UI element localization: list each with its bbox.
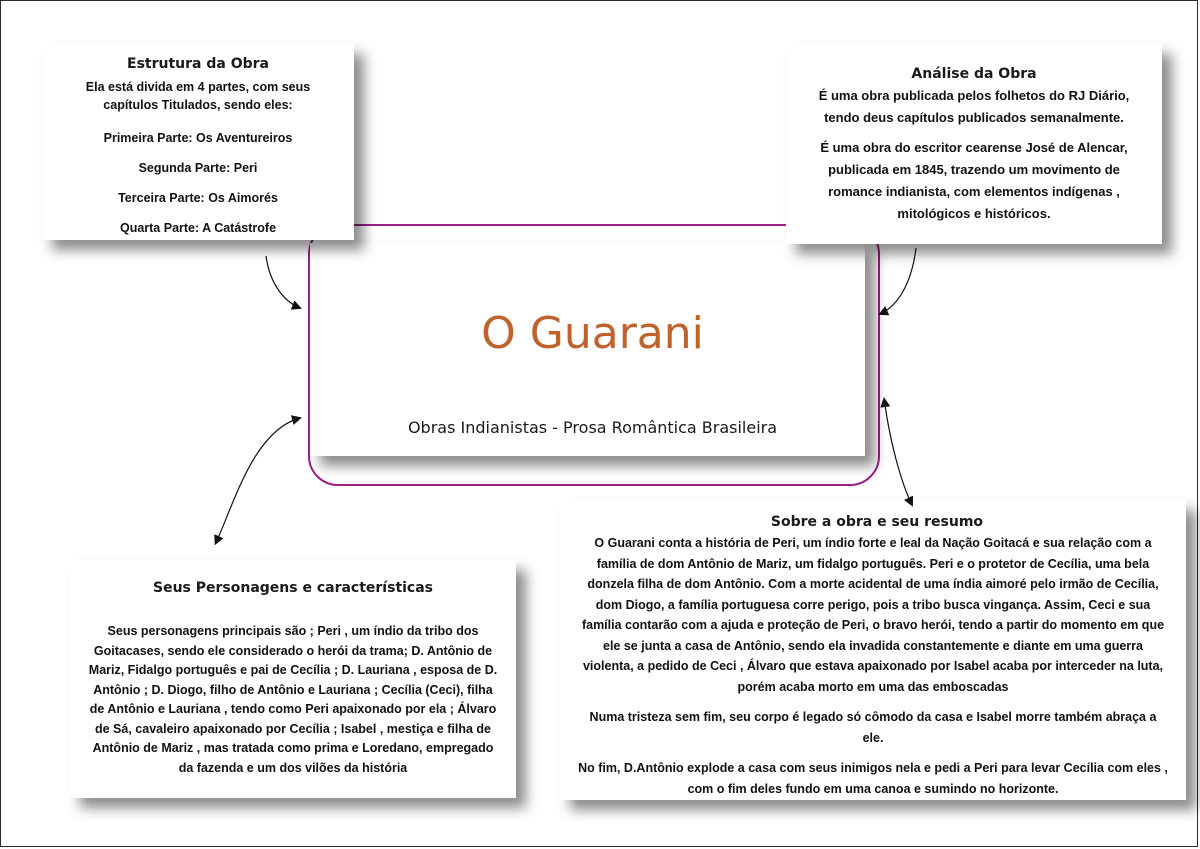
resumo-paragraph: No fim, D.Antônio explode a casa com seus inimigos nela e pedi a Peri para levar Cecília com eles , com o fim deles fundo em uma canoa e sumindo no horizonte. (578, 761, 1168, 796)
estrutura-title: Estrutura da Obra (127, 56, 269, 72)
personagens-text: Seus personagens principais são ; Peri , um índio da tribo dos Goitacases, sendo ele considerado o herói da trama; D. Antônio de Mariz, Fidalgo português e pai de Cecília ; D. Lauriana , esposa de D. Antônio ; D. Diogo, filho de Antônio e Lauriana ; Cecília (Ceci), filha de Antônio e Lauriana , tendo como Peri apaixonado por ela ; Álvaro de Sá, cavaleiro apaixonado por Cecília ; Isabel , mestiça e filha de Antônio de Mariz , mas tratada como prima e Loredano, empregado da fazenda e um dos vilões da história (88, 624, 498, 775)
resumo-paragraph: Numa tristeza sem fim, seu corpo é legado só cômodo da casa e Isabel morre também abraça a ele. (589, 710, 1157, 745)
analise-paragraph: É uma obra do escritor cearense José de Alencar, publicada em 1845, trazendo um movimento de romance indianista, com elementos indígenas , mitológicos e históricos. (820, 140, 1128, 221)
central-title: O Guarani (481, 308, 704, 359)
estrutura-part: Terceira Parte: Os Aimorés (118, 191, 278, 205)
arrow-personagens (218, 418, 300, 538)
arrow-estrutura (266, 256, 300, 308)
analise-paragraph: É uma obra publicada pelos folhetos do RJ Diário, tendo deus capítulos publicados semanalmente. (818, 88, 1130, 125)
estrutura-part: Segunda Parte: Peri (138, 161, 258, 175)
estrutura-part: Primeira Parte: Os Aventureiros (103, 131, 293, 145)
resumo-title: Sobre a obra e seu resumo (770, 514, 984, 530)
estrutura-intro: Ela está divida em 4 partes, com seus capítulos Titulados, sendo eles: (85, 80, 311, 112)
arrow-resumo (885, 405, 912, 505)
analise-title: Análise da Obra (911, 66, 1037, 82)
resumo-paragraph: O Guarani conta a história de Peri, um índio forte e leal da Nação Goitacá e sua relação com a família de dom Antônio de Mariz, um fidalgo português. Peri e o protetor de Cecília, uma bela donzela filha de dom Antônio. Com a morte acidental de uma índia aimoré pelo irmão de Cecília, dom Diogo, a família portuguesa corre perigo, pois a tribo busca vingança. Assim, Ceci e sua família contarão com a ajuda e proteção de Peri, o bravo herói, tendo a partir do momento em que ele se junta a casa de Antônio, sendo ela invadida constantemente e diante em uma guerra violenta, a pedido de Ceci , Álvaro que estava apaixonado por Isabel acaba por interceder na luta, porém acaba morto em uma das emboscadas (581, 536, 1165, 694)
personagens-title: Seus Personagens e características (152, 580, 434, 596)
estrutura-part: Quarta Parte: A Catástrofe (119, 221, 277, 235)
arrow-analise (880, 248, 916, 314)
central-subtitle: Obras Indianistas - Prosa Romântica Brasileira (407, 418, 778, 437)
